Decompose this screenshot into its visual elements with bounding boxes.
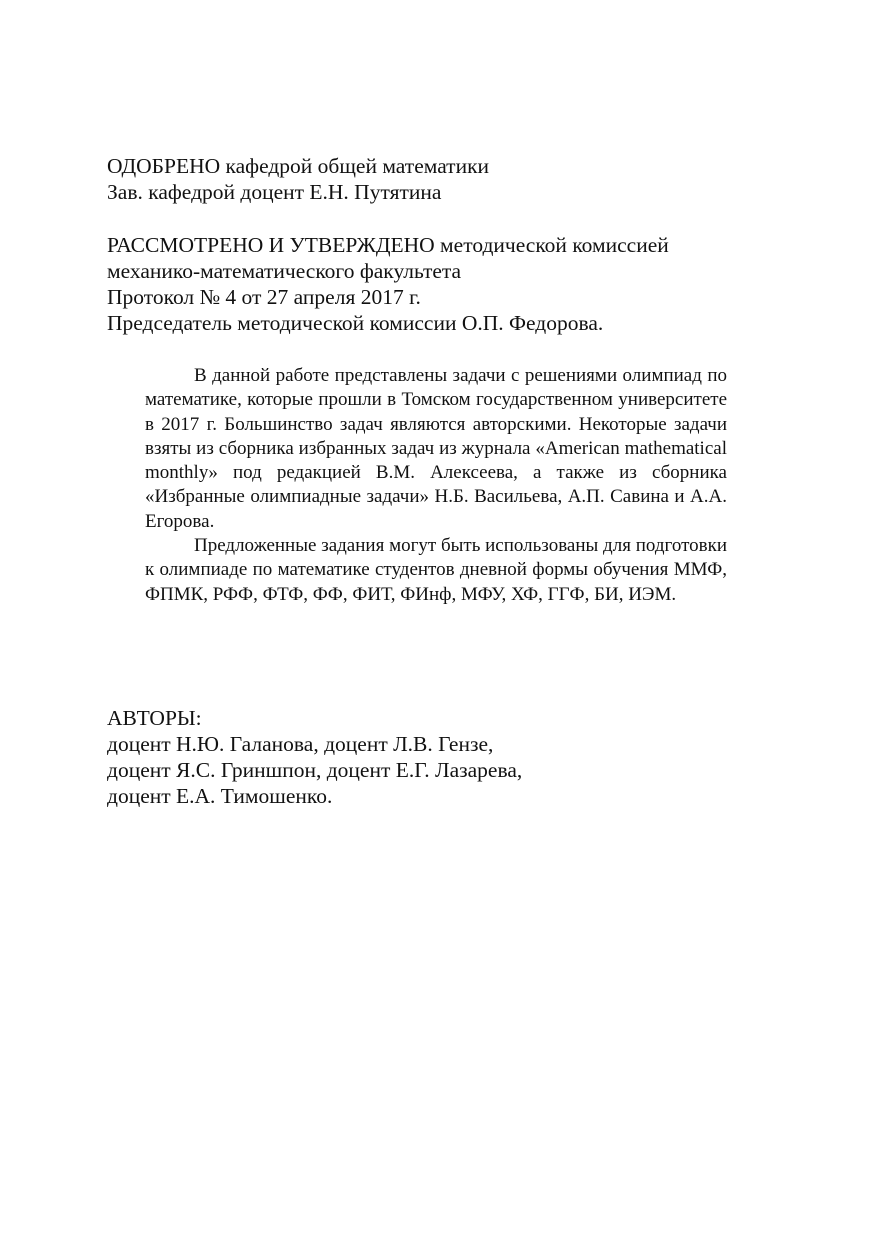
abstract-paragraph-1: В данной работе представлены задачи с решениями олимпиад по математике, которые прошли в Томском государственном университете в 2017 г. Большинство задач являются авторскими. Некоторые задачи взяты из сборника избранных задач из журнала «American mathematical monthly» под редакцией В.М. Алексеева, а также из сборника «Избранные олимпиадные задачи» Н.Б. Васильева, А.П. Савина и А.А. Егорова. — [145, 365, 727, 532]
department-head: Зав. кафедрой доцент Е.Н. Путятина — [107, 180, 442, 204]
authors-line-3: доцент Е.А. Тимошенко. — [107, 784, 333, 808]
authors-line-1: доцент Н.Ю. Галанова, доцент Л.В. Гензе, — [107, 732, 494, 756]
review-statement: РАССМОТРЕНО И УТВЕРЖДЕНО методической комиссией — [107, 233, 669, 257]
faculty-name: механико-математического факультета — [107, 259, 462, 283]
approval-block — [107, 153, 787, 205]
authors-line-2: доцент Я.С. Гриншпон, доцент Е.Г. Лазарева, — [107, 758, 523, 782]
authors-heading: АВТОРЫ: — [107, 706, 202, 730]
review-block — [107, 232, 787, 336]
approval-statement: ОДОБРЕНО кафедрой общей математики — [107, 154, 490, 178]
commission-chair: Председатель методической комиссии О.П. Федорова. — [107, 311, 604, 335]
abstract-paragraph-2: Предложенные задания могут быть использованы для подготовки к олимпиаде по математике студентов дневной формы обучения ММФ, ФПМК, РФФ, ФТФ, ФФ, ФИТ, ФИнф, МФУ, ХФ, ГГФ, БИ, ИЭМ. — [145, 535, 727, 605]
authors-block — [107, 705, 787, 809]
abstract-block — [145, 364, 727, 607]
protocol-line: Протокол № 4 от 27 апреля 2017 г. — [107, 285, 421, 309]
